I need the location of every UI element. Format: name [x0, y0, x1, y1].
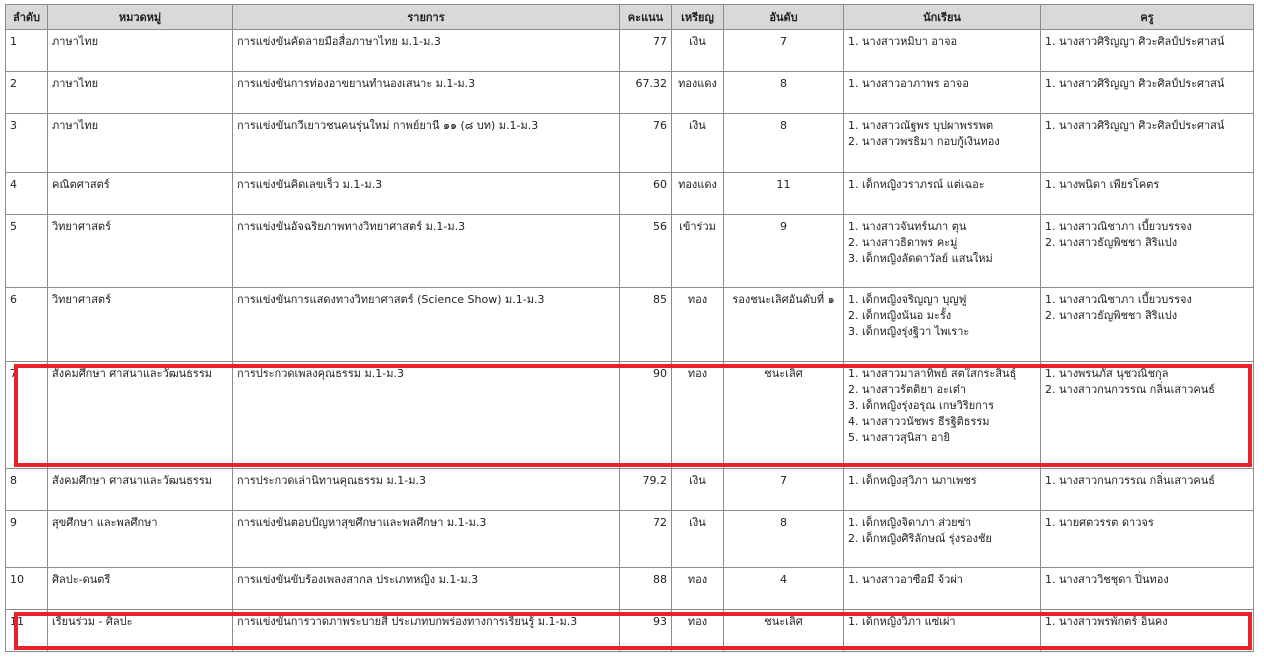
cell-medal: ทองแดง [672, 173, 724, 215]
cell-score: 56 [620, 215, 672, 288]
cell-score: 77 [620, 30, 672, 72]
cell-medal: ทอง [672, 362, 724, 469]
cell-teachers [1041, 610, 1254, 652]
student-name: 2. นางสาวธิดาพร คะมู่ [848, 236, 958, 249]
cell-students [844, 568, 1041, 610]
cell-category: วิทยาศาสตร์ [48, 288, 233, 362]
teacher-name: 1. นางสาวศิริญญา ศิวะศิลป์ประศาสน์ [1045, 35, 1225, 48]
teacher-name: 2. นางสาวธัญพิชชา สิริแปง [1045, 309, 1178, 322]
teacher-name: 1. นางสาวกนกวรรณ กลิ่นเสาวคนธ์ [1045, 474, 1216, 487]
teacher-name: 2. นางสาวกนกวรรณ กลิ่นเสาวคนธ์ [1045, 383, 1216, 396]
student-name: 2. นางสาวรัตติยา อะเต๋า [848, 383, 967, 396]
cell-item: การแข่งขันตอบปัญหาสุขศึกษาและพลศึกษา ม.1-ม.3 [233, 511, 620, 568]
cell-teachers [1041, 173, 1254, 215]
student-name: 1. เด็กหญิงวราภรณ์ แต่เฉอะ [848, 178, 985, 191]
header-category: หมวดหมู่ [48, 5, 233, 30]
table-row [6, 30, 1254, 72]
teacher-name: 1. นางสาวณิชาภา เบี้ยวบรรจง [1045, 220, 1192, 233]
cell-teachers [1041, 469, 1254, 511]
cell-medal: ทอง [672, 610, 724, 652]
teacher-name: 2. นางสาวธัญพิชชา สิริแปง [1045, 236, 1178, 249]
teacher-name: 1. นางพนิดา เพียรโคตร [1045, 178, 1160, 191]
header-score: คะแนน [620, 5, 672, 30]
student-name: 1. เด็กหญิงวิภา แซ่เผ่า [848, 615, 956, 628]
teacher-name: 1. นางสาวพรพักตร์ อินคง [1045, 615, 1168, 628]
cell-students [844, 610, 1041, 652]
cell-item: การประกวดเพลงคุณธรรม ม.1-ม.3 [233, 362, 620, 469]
cell-no: 7 [6, 362, 48, 469]
header-row [6, 5, 1254, 30]
student-name: 1. เด็กหญิงจิดาภา ส่วยซ่า [848, 516, 972, 529]
cell-category: คณิตศาสตร์ [48, 173, 233, 215]
cell-teachers [1041, 30, 1254, 72]
cell-rank: 8 [724, 114, 844, 173]
cell-students [844, 469, 1041, 511]
cell-category: ภาษาไทย [48, 72, 233, 114]
table-row [6, 114, 1254, 173]
cell-no: 6 [6, 288, 48, 362]
cell-students [844, 114, 1041, 173]
cell-medal: เงิน [672, 30, 724, 72]
cell-teachers [1041, 288, 1254, 362]
cell-item: การแข่งขันอัจฉริยภาพทางวิทยาศาสตร์ ม.1-ม.3 [233, 215, 620, 288]
cell-medal: ทองแดง [672, 72, 724, 114]
student-name: 1. เด็กหญิงสุวิภา นภาเพชร [848, 474, 977, 487]
cell-category: วิทยาศาสตร์ [48, 215, 233, 288]
cell-medal: เข้าร่วม [672, 215, 724, 288]
table-row [6, 610, 1254, 652]
student-name: 1. นางสาวณัฐพร บุปผาพรรพต [848, 119, 994, 132]
student-name: 3. เด็กหญิงรุ่งอรุณ เกษวิริยการ [848, 399, 994, 412]
cell-rank: 9 [724, 215, 844, 288]
cell-rank: 7 [724, 469, 844, 511]
cell-score: 76 [620, 114, 672, 173]
cell-category: ศิลปะ-ดนตรี [48, 568, 233, 610]
student-name: 3. เด็กหญิงลัดดาวัลย์ แสนใหม่ [848, 252, 993, 265]
cell-category: ภาษาไทย [48, 114, 233, 173]
cell-category: เรียนร่วม - ศิลปะ [48, 610, 233, 652]
student-name: 1. นางสาวหมิบา อาจอ [848, 35, 958, 48]
table-row [6, 511, 1254, 568]
student-name: 5. นางสาวสุนิสา อายิ [848, 431, 950, 444]
cell-medal: ทอง [672, 288, 724, 362]
cell-score: 93 [620, 610, 672, 652]
cell-students [844, 511, 1041, 568]
teacher-name: 1. นางสาวศิริญญา ศิวะศิลป์ประศาสน์ [1045, 119, 1225, 132]
cell-students [844, 72, 1041, 114]
cell-teachers [1041, 568, 1254, 610]
cell-item: การประกวดเล่านิทานคุณธรรม ม.1-ม.3 [233, 469, 620, 511]
cell-score: 67.32 [620, 72, 672, 114]
student-name: 1. นางสาวมาลาทิพย์ สตใสกระสินธุ์ [848, 367, 1017, 380]
cell-score: 79.2 [620, 469, 672, 511]
student-name: 1. นางสาวอาภาพร อาจอ [848, 77, 969, 90]
header-no: ลำดับ [6, 5, 48, 30]
cell-item: การแข่งขันการวาดภาพระบายสี ประเภทบกพร่องทางการเรียนรู้ ม.1-ม.3 [233, 610, 620, 652]
cell-no: 3 [6, 114, 48, 173]
cell-score: 60 [620, 173, 672, 215]
table-row [6, 469, 1254, 511]
cell-category: สุขศึกษา และพลศึกษา [48, 511, 233, 568]
header-medal: เหรียญ [672, 5, 724, 30]
cell-teachers [1041, 511, 1254, 568]
cell-no: 5 [6, 215, 48, 288]
student-name: 1. เด็กหญิงจริญญา บุญฟู [848, 293, 967, 306]
table-row [6, 568, 1254, 610]
cell-teachers [1041, 72, 1254, 114]
teacher-name: 1. นางสาวณิชาภา เบี้ยวบรรจง [1045, 293, 1192, 306]
table-row [6, 215, 1254, 288]
cell-category: สังคมศึกษา ศาสนาและวัฒนธรรม [48, 469, 233, 511]
teacher-name: 1. นางสาววิชชุดา ปิ่นทอง [1045, 573, 1169, 586]
cell-rank: รองชนะเลิศอันดับที่ ๑ [724, 288, 844, 362]
cell-students [844, 215, 1041, 288]
cell-teachers [1041, 114, 1254, 173]
header-students: นักเรียน [844, 5, 1041, 30]
student-name: 3. เด็กหญิงรุ่งฐิวา ไพเราะ [848, 325, 970, 338]
student-name: 1. นางสาวจันทร์นภา ตุน [848, 220, 967, 233]
cell-category: สังคมศึกษา ศาสนาและวัฒนธรรม [48, 362, 233, 469]
header-rank: อันดับ [724, 5, 844, 30]
cell-rank: 11 [724, 173, 844, 215]
student-name: 4. นางสาววนัชพร ธีรฐิติธรรม [848, 415, 990, 428]
cell-rank: 4 [724, 568, 844, 610]
cell-medal: เงิน [672, 114, 724, 173]
cell-students [844, 362, 1041, 469]
cell-medal: เงิน [672, 511, 724, 568]
cell-no: 9 [6, 511, 48, 568]
cell-medal: เงิน [672, 469, 724, 511]
student-name: 2. เด็กหญิงนันอ มะรั้ง [848, 309, 952, 322]
cell-medal: ทอง [672, 568, 724, 610]
cell-item: การแข่งขันขับร้องเพลงสากล ประเภทหญิง ม.1-ม.3 [233, 568, 620, 610]
results-table [5, 4, 1254, 652]
cell-rank: 7 [724, 30, 844, 72]
student-name: 2. นางสาวพรธิมา กอบกู้เงินทอง [848, 135, 1000, 148]
table-row [6, 362, 1254, 469]
cell-item: การแข่งขันคิดเลขเร็ว ม.1-ม.3 [233, 173, 620, 215]
cell-rank: ชนะเลิศ [724, 610, 844, 652]
cell-rank: 8 [724, 72, 844, 114]
student-name: 2. เด็กหญิงศิริลักษณ์ รุ่งรองชัย [848, 532, 992, 545]
cell-students [844, 30, 1041, 72]
cell-item: การแข่งขันการท่องอาขยานทำนองเสนาะ ม.1-ม.3 [233, 72, 620, 114]
teacher-name: 1. นางพรนภัส นุชวณิชกุล [1045, 367, 1169, 380]
cell-no: 8 [6, 469, 48, 511]
cell-no: 4 [6, 173, 48, 215]
table-row [6, 288, 1254, 362]
teacher-name: 1. นายศตวรรต ดาวจร [1045, 516, 1154, 529]
cell-students [844, 173, 1041, 215]
cell-score: 85 [620, 288, 672, 362]
cell-category: ภาษาไทย [48, 30, 233, 72]
cell-no: 1 [6, 30, 48, 72]
table-row [6, 72, 1254, 114]
cell-teachers [1041, 215, 1254, 288]
teacher-name: 1. นางสาวศิริญญา ศิวะศิลป์ประศาสน์ [1045, 77, 1225, 90]
cell-item: การแข่งขันกวีเยาวชนคนรุ่นใหม่ กาพย์ยานี ๑๑ (๘ บท) ม.1-ม.3 [233, 114, 620, 173]
cell-teachers [1041, 362, 1254, 469]
cell-score: 90 [620, 362, 672, 469]
header-teachers: ครู [1041, 5, 1254, 30]
header-item: รายการ [233, 5, 620, 30]
cell-rank: ชนะเลิศ [724, 362, 844, 469]
cell-students [844, 288, 1041, 362]
cell-score: 72 [620, 511, 672, 568]
table-row [6, 173, 1254, 215]
student-name: 1. นางสาวอาซือมี จ้วผ่า [848, 573, 963, 586]
cell-item: การแข่งขันคัดลายมือสื่อภาษาไทย ม.1-ม.3 [233, 30, 620, 72]
cell-no: 11 [6, 610, 48, 652]
cell-no: 10 [6, 568, 48, 610]
cell-rank: 8 [724, 511, 844, 568]
cell-item: การแข่งขันการแสดงทางวิทยาศาสตร์ (Science Show) ม.1-ม.3 [233, 288, 620, 362]
cell-no: 2 [6, 72, 48, 114]
cell-score: 88 [620, 568, 672, 610]
